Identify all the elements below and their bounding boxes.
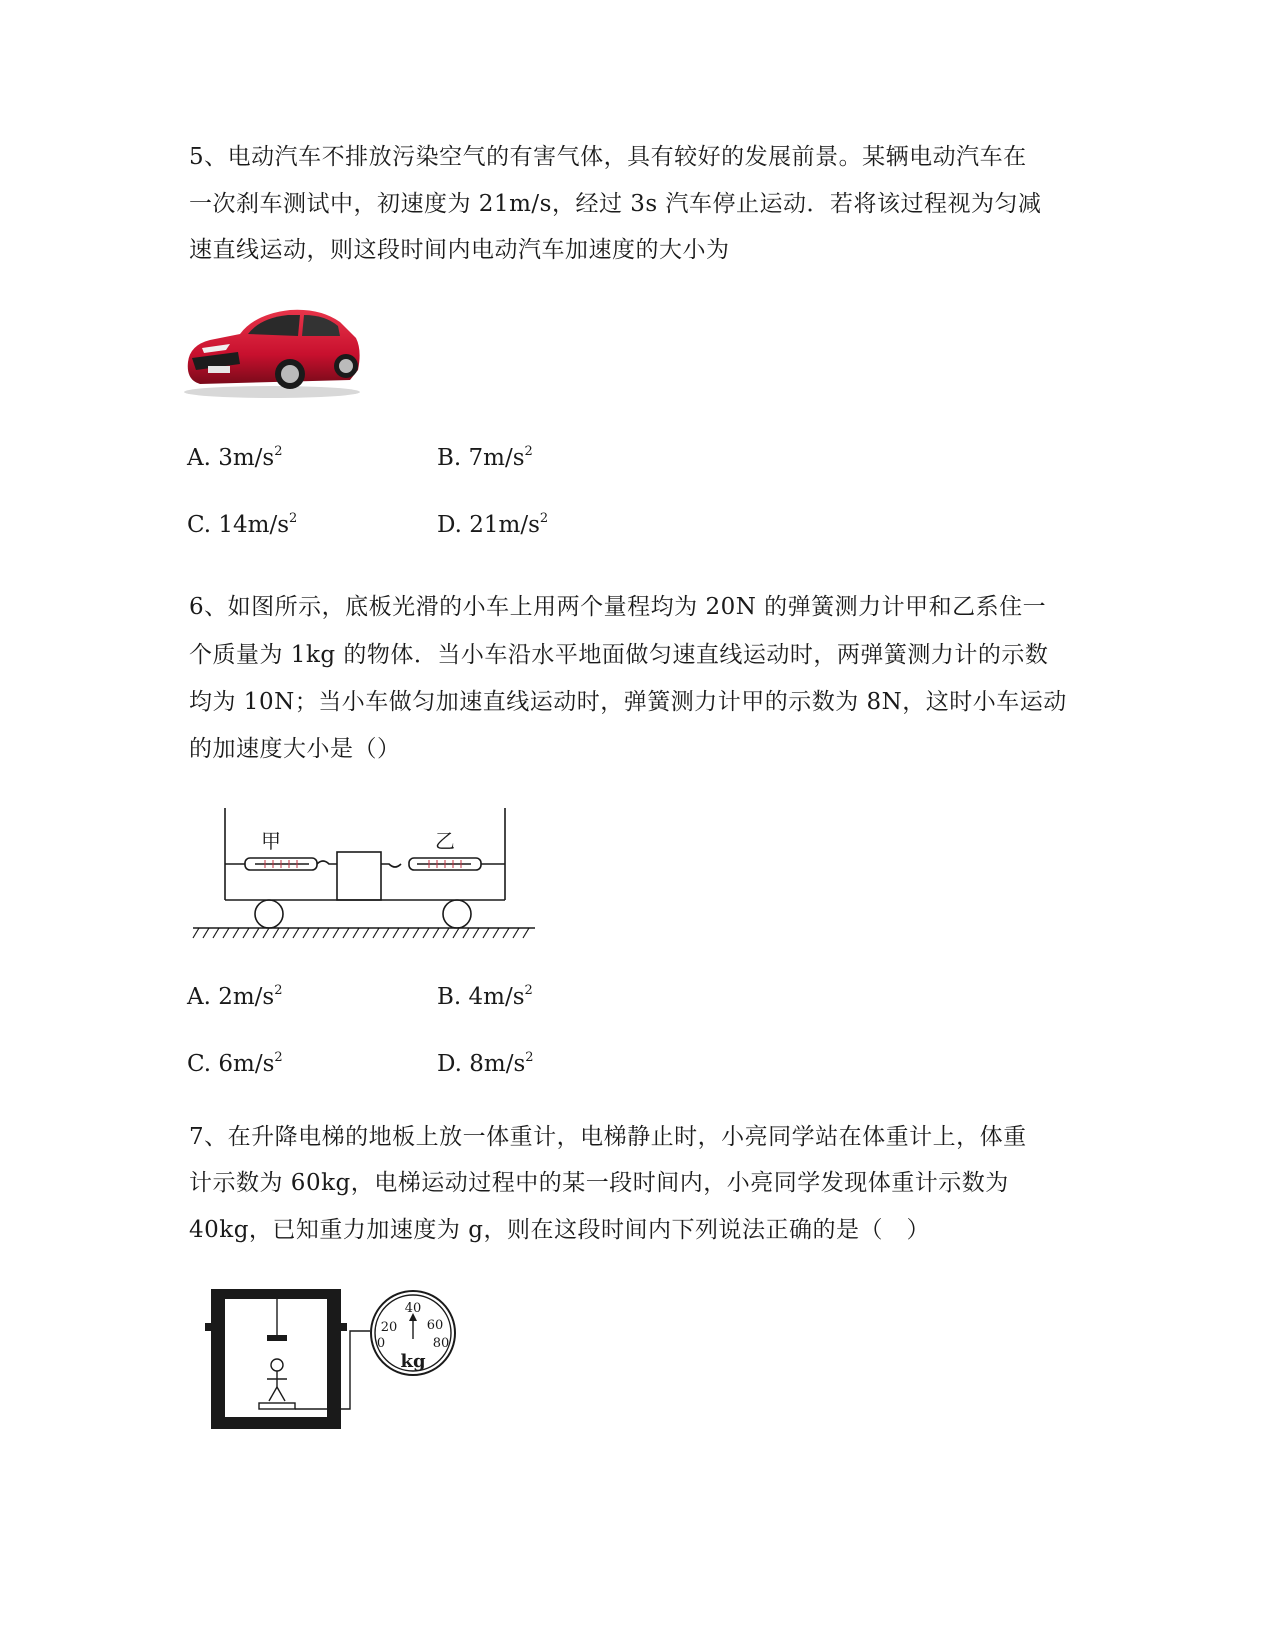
q7-line-3: 40kg，已知重力加速度为 g，则在这段时间内下列说法正确的是（ ） bbox=[189, 1217, 930, 1243]
q7-line-2: 计示数为 60kg，电梯运动过程中的某一段时间内，小亮同学发现体重计示数为 bbox=[189, 1170, 1009, 1196]
car-image bbox=[180, 300, 365, 400]
dial-tick-0: 0 bbox=[376, 1336, 386, 1351]
q6-option-d[interactable]: D. $8m/s^2$ bbox=[437, 1050, 534, 1077]
q6-line-2: 个质量为 1kg 的物体．当小车沿水平地面做匀速直线运动时，两弹簧测力计的示数 bbox=[189, 642, 1049, 668]
q5-option-b[interactable]: B. $7m/s^2$ bbox=[437, 444, 533, 471]
q6-option-b[interactable]: B. $4m/s^2$ bbox=[437, 983, 533, 1010]
q5-line-3: 速直线运动，则这段时间内电动汽车加速度的大小为 bbox=[189, 237, 730, 263]
q5-option-a[interactable]: A. $3m/s^2$ bbox=[187, 444, 283, 471]
q7-line-1: 7、在升降电梯的地板上放一体重计，电梯静止时，小亮同学站在体重计上，体重 bbox=[189, 1124, 1027, 1150]
q6-option-a[interactable]: A. $2m/s^2$ bbox=[187, 983, 283, 1010]
dial-unit: kg bbox=[400, 1351, 426, 1372]
dial-tick-20: 20 bbox=[380, 1320, 398, 1335]
q5-line-2: 一次刹车测试中，初速度为 21m/s，经过 3s 汽车停止运动．若将该过程视为匀减 bbox=[189, 191, 1042, 217]
dial-tick-80: 80 bbox=[432, 1336, 450, 1351]
q5-line-1: 5、电动汽车不排放污染空气的有害气体，具有较好的发展前景。某辆电动汽车在 bbox=[189, 144, 1027, 170]
q5-option-d[interactable]: D. $21m/s^2$ bbox=[437, 511, 549, 538]
dial-tick-60: 60 bbox=[426, 1318, 444, 1333]
spring-label-yi: 乙 bbox=[435, 829, 455, 853]
q6-option-c[interactable]: C. $6m/s^2$ bbox=[187, 1050, 283, 1077]
q6-line-4: 的加速度大小是（） bbox=[189, 736, 401, 762]
elevator-figure bbox=[205, 1283, 475, 1433]
q6-line-3: 均为 10N；当小车做匀加速直线运动时，弹簧测力计甲的示数为 8N，这时小车运动 bbox=[189, 689, 1067, 715]
dial-tick-40: 40 bbox=[404, 1301, 422, 1316]
q5-option-c[interactable]: C. $14m/s^2$ bbox=[187, 511, 298, 538]
cart-spring-figure bbox=[185, 800, 545, 940]
spring-label-jia: 甲 bbox=[261, 829, 281, 853]
q6-line-1: 6、如图所示，底板光滑的小车上用两个量程均为 20N 的弹簧测力计甲和乙系住一 bbox=[189, 594, 1047, 620]
